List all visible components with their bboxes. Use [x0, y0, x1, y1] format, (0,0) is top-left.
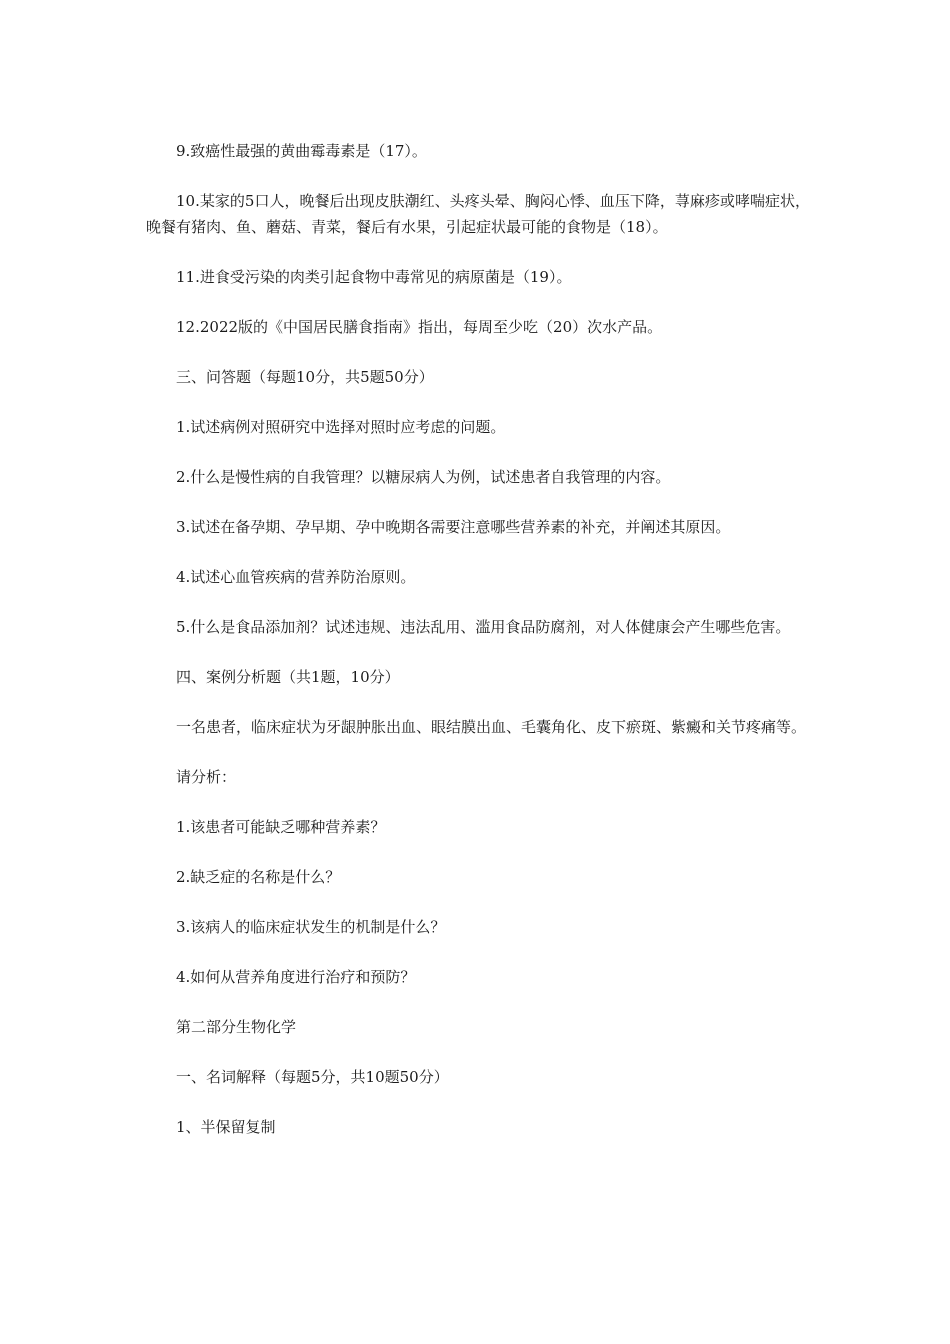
case-question-3: 3.该病人的临床症状发生的机制是什么？	[176, 918, 446, 936]
section-heading-terms: 一、名词解释（每题5分，共10题50分）	[176, 1068, 449, 1086]
essay-question-1: 1.试述病例对照研究中选择对照时应考虑的问题。	[176, 418, 506, 436]
document-body	[146, 138, 810, 1164]
essay-question-4: 4.试述心血管疾病的营养防治原则。	[176, 568, 416, 586]
question-10: 10.某家的5口人，晚餐后出现皮肤潮红、头疼头晕、胸闷心悸、血压下降，荨麻疹或哮喘症状，晚餐有猪肉、鱼、蘑菇、青菜，餐后有水果，引起症状最可能的食物是（18）。	[146, 192, 810, 236]
case-question-4: 4.如何从营养角度进行治疗和预防？	[176, 968, 416, 986]
essay-question-2: 2.什么是慢性病的自我管理？以糖尿病人为例，试述患者自我管理的内容。	[176, 468, 671, 486]
part-heading-biochemistry: 第二部分生物化学	[176, 1018, 297, 1036]
essay-question-3: 3.试述在备孕期、孕早期、孕中晚期各需要注意哪些营养素的补充，并阐述其原因。	[176, 518, 731, 536]
section-heading-essay: 三、问答题（每题10分，共5题50分）	[176, 368, 434, 386]
question-9: 9.致癌性最强的黄曲霉毒素是（17）。	[176, 142, 427, 160]
case-question-2: 2.缺乏症的名称是什么？	[176, 868, 341, 886]
case-description: 一名患者，临床症状为牙龈肿胀出血、眼结膜出血、毛囊角化、皮下瘀斑、紫癜和关节疼痛等。	[176, 718, 807, 736]
section-heading-case-analysis: 四、案例分析题（共1题，10分）	[176, 668, 400, 686]
question-12: 12.2022版的《中国居民膳食指南》指出，每周至少吃（20）次水产品。	[176, 318, 663, 336]
question-11: 11.进食受污染的肉类引起食物中毒常见的病原菌是（19）。	[176, 268, 572, 286]
essay-question-5: 5.什么是食品添加剂？试述违规、违法乱用、滥用食品防腐剂，对人体健康会产生哪些危害。	[176, 618, 791, 636]
case-prompt: 请分析：	[176, 768, 237, 786]
term-1: 1、半保留复制	[176, 1118, 276, 1136]
case-question-1: 1.该患者可能缺乏哪种营养素？	[176, 818, 386, 836]
